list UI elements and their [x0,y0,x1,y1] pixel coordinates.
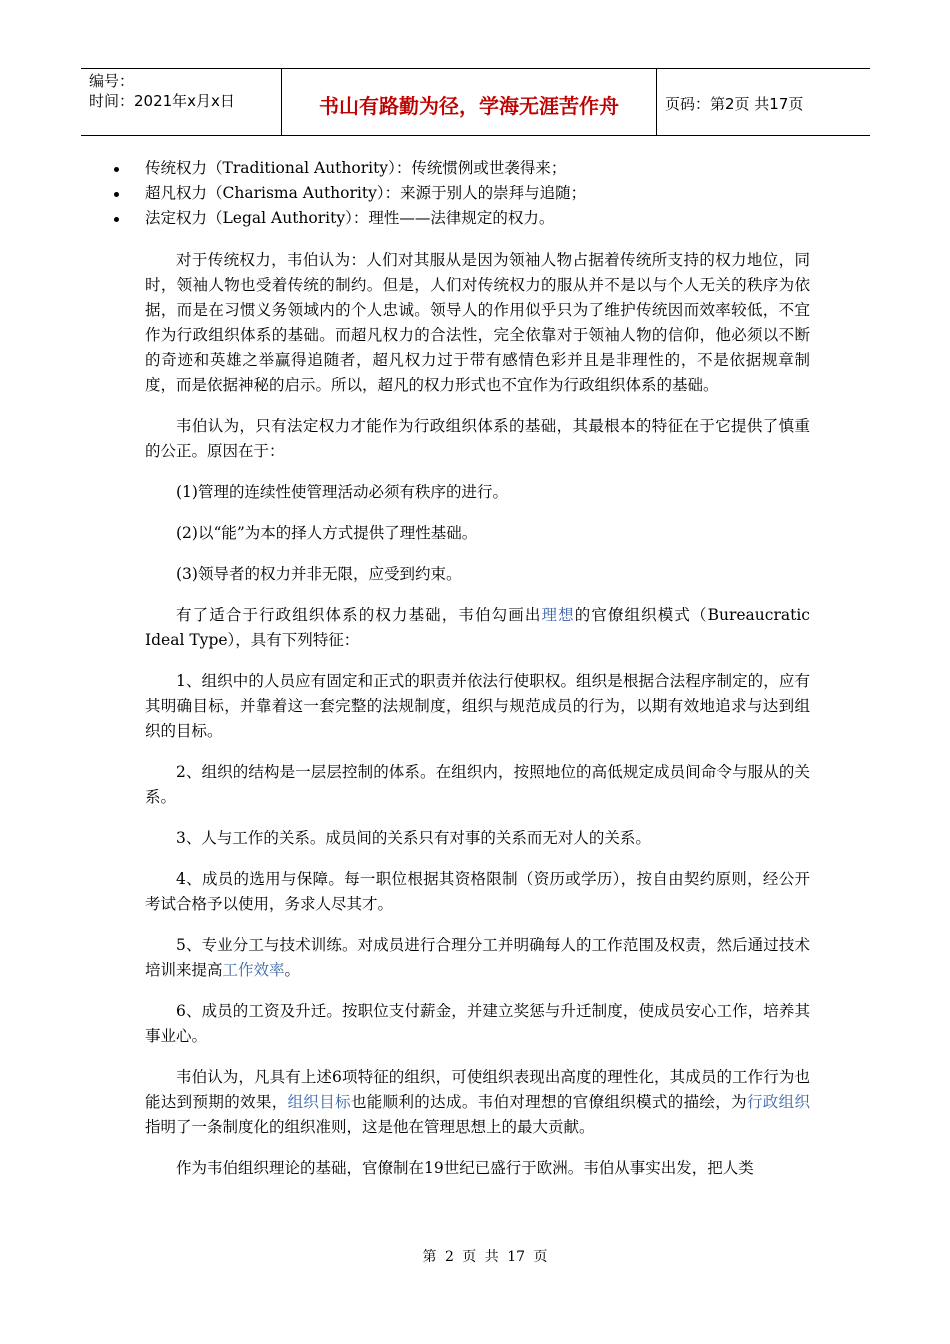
paragraph: 6、成员的工资及升迁。按职位支付薪金，并建立奖惩与升迁制度，使成员安心工作，培养其事业心。 [145,1002,810,1045]
bullet-icon [114,167,119,172]
header-meta [81,69,282,135]
link-ideal[interactable]: 理想 [541,606,575,624]
paragraph: 作为韦伯组织理论的基础，官僚制在19世纪已盛行于欧洲。韦伯从事实出发，把人类 [176,1159,754,1177]
page-footer: 第 2 页 共 17 页 [422,1249,548,1265]
list-item [88,156,753,181]
list-item-text: 传统权力（Traditional Authority）：传统惯例或世袭得来； [145,159,567,177]
link-admin-org[interactable]: 行政组织 [746,1093,810,1111]
paragraph: (3)领导者的权力并非无限，应受到约束。 [176,565,462,583]
time-label: 时间：2021年x月x日 [89,92,235,110]
list-item-text: 超凡权力（Charisma Authority）：来源于别人的崇拜与追随； [145,184,587,202]
paragraph [145,1065,810,1140]
paragraph [145,933,810,983]
paragraph-text: 。 [284,961,301,979]
link-work-efficiency[interactable]: 工作效率 [222,961,285,979]
paragraph: (1)管理的连续性使管理活动必须有秩序的进行。 [176,483,508,501]
list-item [88,206,753,231]
paragraph-text: 也能顺利的达成。韦伯对理想的官僚组织模式的描绘，为 [350,1093,747,1111]
paragraph: 3、人与工作的关系。成员间的关系只有对事的关系而无对人的关系。 [176,829,651,847]
code-label: 编号： [89,72,135,90]
paragraph: 韦伯认为，只有法定权力才能作为行政组织体系的基础，其最根本的特征在于它提供了慎重的公正。原因在于： [145,417,810,460]
paragraph-text: 指明了一条制度化的组织准则，这是他在管理思想上的最大贡献。 [145,1118,595,1136]
paragraph: (2)以“能”为本的择人方式提供了理性基础。 [176,524,478,542]
link-org-goal[interactable]: 组织目标 [287,1093,351,1111]
paragraph-text: 的官僚组织模式（Bureaucratic Ideal Type），具有下列特征： [145,606,810,649]
paragraph-text: 有了适合于行政组织体系的权力基础，韦伯勾画出 [176,606,542,624]
document-body [145,156,810,1197]
header-page-info: 页码：第2页 共17页 [665,94,804,113]
list-item [88,181,753,206]
paragraph [145,603,810,653]
bullet-icon [114,192,119,197]
paragraph: 4、成员的选用与保障。每一职位根据其资格限制（资历或学历），按自由契约原则，经公开考试合格予以使用，务求人尽其才。 [145,870,810,913]
bullet-icon [114,217,119,222]
paragraph: 对于传统权力，韦伯认为：人们对其服从是因为领袖人物占据着传统所支持的权力地位，同时，领袖人物也受着传统的制约。但是，人们对传统权力的服从并不是以与个人无关的秩序为依据，而是在习惯义务领域内的个人忠诚。领导人的作用似乎只为了维护传统因而效率较低，不宜作为行政组织体系的基础。而超凡权力的合法性，完全依靠对于领袖人物的信仰，他必须以不断的奇迹和英雄之举赢得追随者，超凡权力过于带有感情色彩并且是非理性的，不是依据规章制度，而是依据神秘的启示。所以，超凡的权力形式也不宜作为行政组织体系的基础。 [145,251,810,394]
paragraph: 2、组织的结构是一层层控制的体系。在组织内，按照地位的高低规定成员间命令与服从的关系。 [145,763,810,806]
authority-list [145,156,810,231]
paragraph-text: 5、专业分工与技术训练。对成员进行合理分工并明确每人的工作范围及权责，然后通过技术培训来提高 [145,936,810,979]
header-motto: 书山有路勤为径，学海无涯苦作舟 [282,69,657,135]
list-item-text: 法定权力（Legal Authority）：理性——法律规定的权力。 [145,209,555,227]
paragraph-text: 韦伯认为，凡具有上述6项特征的组织，可使组织表现出高度的理性化，其成员的工作行为也能达到预期的效果， [145,1068,810,1111]
page-header [81,68,870,136]
paragraph: 1、组织中的人员应有固定和正式的职责并依法行使职权。组织是根据合法程序制定的，应有其明确目标，并靠着这一套完整的法规制度，组织与规范成员的行为，以期有效地追求与达到组织的目标。 [145,672,810,740]
